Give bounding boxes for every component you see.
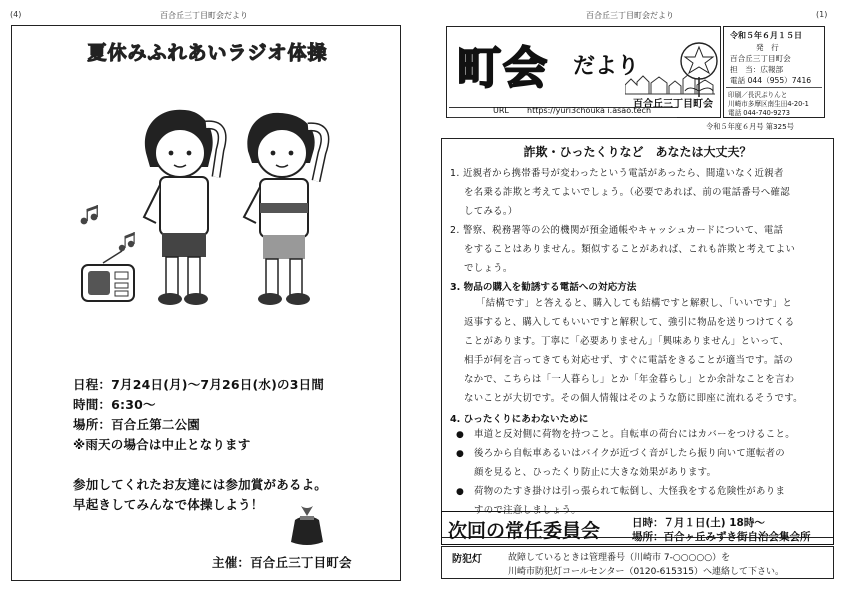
bullet-line: 後ろから自転車あるいはバイクが近づく音がしたら振り向いて運転者の xyxy=(474,448,786,459)
left-page-number: (4) xyxy=(10,10,22,19)
masthead xyxy=(446,26,721,118)
bullet-line: 顔を見ると、ひったくり防止に大きな効果があります。 xyxy=(474,467,717,478)
url-link[interactable]: https://yuri3chouka i.asao.tech xyxy=(527,106,652,115)
crime-light-box xyxy=(441,546,834,579)
meeting-title: 次回の常任委員会 xyxy=(448,520,601,542)
issue-org: 百合丘三丁目町会 xyxy=(730,54,791,63)
bullet-line: すので注意しましょう。 xyxy=(474,505,581,516)
prize-note: 参加してくれたお友達には参加賞があるよ。 xyxy=(73,477,328,492)
section3-line: ことがあります。丁寧に「必要ありません」「興味ありません」といって、 xyxy=(464,336,790,347)
article-line: 1. 近親者から携帯番号が変わったという電話があったら、間違いなく近親者 xyxy=(450,168,784,179)
issue-info-box xyxy=(723,26,825,118)
issue-publish: 発 行 xyxy=(756,43,779,52)
article-line: 2. 警察、税務署等の公的機関が預金通帳やキャッシュカードについて、電話 xyxy=(450,225,784,236)
issue-date: 令和５年６月１５日 xyxy=(730,31,802,40)
event-rain-note: ※雨天の場合は中止となります xyxy=(73,437,251,452)
crime-light-label: 防犯灯 xyxy=(452,554,482,565)
bullet-icon: ● xyxy=(456,487,464,497)
section3-title: 3. 物品の購入を勧誘する電話への対応方法 xyxy=(450,282,637,293)
article-line: でしょう。 xyxy=(464,263,513,274)
masthead-title: 町会 xyxy=(457,43,549,94)
printer-address: 川崎市多摩区南生田4-20-1 xyxy=(728,100,809,108)
bullet-icon: ● xyxy=(456,430,464,440)
url-label: URL xyxy=(493,106,509,115)
boy-figure xyxy=(244,113,325,305)
section4-title: 4. ひったくりにあわないために xyxy=(450,414,589,425)
radio-exercise-title: 夏休みふれあいラジオ体操 xyxy=(87,42,328,64)
article-title: 詐欺・ひったくりなど あなたは大丈夫？ xyxy=(523,145,752,159)
section3-line: 「結構です」と答えると、購入しても結構ですと解釈し、「いいです」と xyxy=(476,298,793,309)
article-box xyxy=(441,138,834,538)
printer-phone: 電話 044-740-9273 xyxy=(728,109,790,117)
bullet-line: 車道と反対側に荷物を持つこと。自転車の荷台にはカバーをつけること。 xyxy=(474,429,795,440)
section3-line: 返事すると、購入してもいいですと解釈して、強引に物品を送りつけてくる xyxy=(464,317,795,328)
section3-line: 相手が何を言ってきても対応せず、すぐに電話をきることが適当です。話の xyxy=(464,355,794,366)
music-note-icon xyxy=(81,205,135,251)
meeting-place: 場所：百合ヶ丘みずき街自治会集会所 xyxy=(632,531,811,543)
event-place: 場所：百合丘第二公園 xyxy=(73,417,201,432)
article-line: を名乗る詐欺と考えてよいでしょう。（必要であれば、前の電話番号へ確認 xyxy=(464,187,790,198)
crime-light-line1: 故障しているときは管理番号（川崎市 7-○○○○○）を xyxy=(508,553,731,563)
invite-note: 早起きしてみんなで体操しよう！ xyxy=(73,497,264,512)
issue-phone: 電話 044（955）7416 xyxy=(730,76,812,85)
committee-meeting-box xyxy=(441,511,834,545)
section3-line: ないことが大切です。その個人情報はそのような筋に即座に流れるそうです。 xyxy=(464,393,803,404)
bullet-icon: ● xyxy=(456,449,464,459)
lily-flower-icon xyxy=(679,41,719,101)
meeting-datetime: 日時：７月１日(土) 18時～ xyxy=(632,517,765,529)
gift-bag-icon xyxy=(285,500,330,548)
article-line: をすることはありません。類似することがあれば、これも詐欺と考えてよい xyxy=(464,244,796,255)
issue-editor: 担 当：広報部 xyxy=(730,65,784,74)
masthead-org-name: 百合丘三丁目町会 xyxy=(633,99,713,110)
organizer: 主催：百合丘三丁目町会 xyxy=(212,555,352,570)
event-time: 時間：6:30～ xyxy=(73,397,156,412)
right-page-number: (1) xyxy=(816,10,828,19)
article-line: してみる。） xyxy=(464,206,518,217)
event-schedule: 日程：7月24日(月)～7月26日(水)の3日間 xyxy=(73,377,325,392)
radio-icon xyxy=(82,251,134,301)
girl-figure xyxy=(144,110,222,305)
issue-number: 令和５年度６月号 第325号 xyxy=(706,122,794,131)
right-header-title: 百合丘三丁目町会だより xyxy=(586,11,674,20)
masthead-subtitle: だより xyxy=(573,54,640,79)
section3-line: なかで、こちらは「一人暮らし」とか「年金暮らし」とか余計なことを言わ xyxy=(464,374,795,385)
children-exercise-illustration xyxy=(70,105,360,315)
crime-light-line2: 川崎市防犯灯コールセンター（0120-615315）へ連絡して下さい。 xyxy=(508,567,784,577)
printer-label: 印刷／長沢ぷりんと xyxy=(728,91,788,99)
bullet-line: 荷物のたすき掛けは引っ張られて転倒し、大怪我をする危険性がありま xyxy=(474,486,786,497)
left-header-title: 百合丘三丁目町会だより xyxy=(160,11,248,20)
